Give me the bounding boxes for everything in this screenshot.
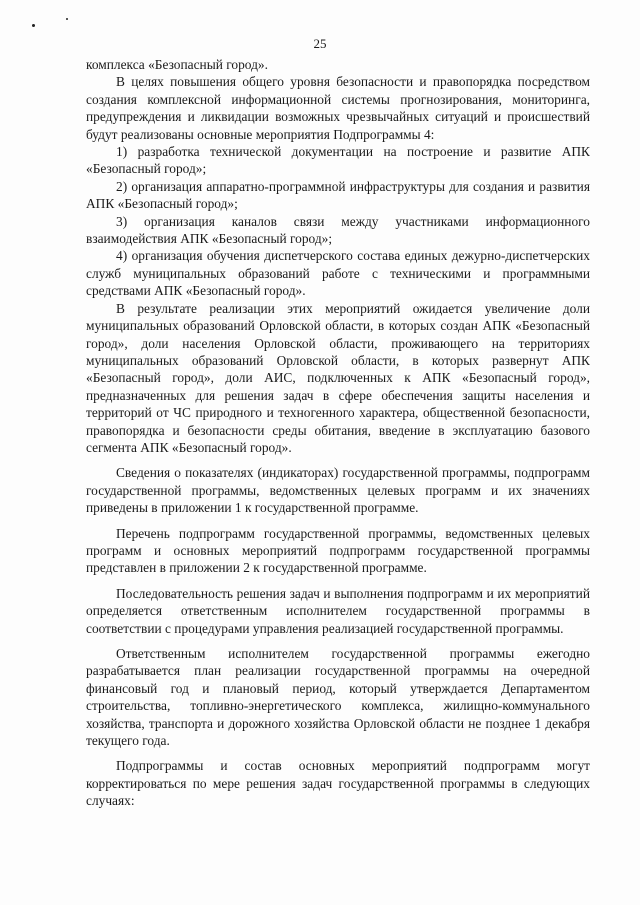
list-item: 3) организация каналов связи между участниками информационного взаимодействия АПК «Безопасный город»; <box>86 213 590 247</box>
paragraph: комплекса «Безопасный город». <box>86 57 268 72</box>
document-body <box>86 56 590 810</box>
paragraph: В результате реализации этих мероприятий ожидается увеличение доли муниципальных образований Орловской области, в которых создан АПК «Безопасный город», доли населения Орловской области, проживающего на территориях муниципальных образований Орловской области, в которых развернут АПК «Безопасный город», доли АИС, подключенных к АПК «Безопасный город», предназначенных для решения задач в сфере обеспечения защиты населения и территорий от ЧС природного и техногенного характера, общественной безопасности, правопорядка и безопасности среды обитания, введение в эксплуатацию базового сегмента АПК «Безопасный город». <box>86 300 590 455</box>
list-item: 1) разработка технической документации на построение и развитие АПК «Безопасный город»; <box>86 144 590 177</box>
scan-speck <box>32 24 35 27</box>
paragraph: В целях повышения общего уровня безопасности и правопорядка посредством создания комплексной информационной системы прогнозирования, мониторинга, предупреждения и ликвидации возможных чрезвычайных ситуаций и происшествий будут реализованы основные мероприятия Подпрограммы 4: <box>86 74 590 142</box>
scan-speck <box>66 18 68 20</box>
list-item: 2) организация аппаратно-программной инфраструктуры для создания и развития АПК «Безопасный город»; <box>86 178 590 212</box>
paragraph: Подпрограммы и состав основных мероприятий подпрограмм могут корректироваться по мере решения задач государственной программы в следующих случаях: <box>86 758 590 809</box>
paragraph: Последовательность решения задач и выполнения подпрограмм и их мероприятий определяется ответственным исполнителем государственной программы в соответствии с процедурами управления реализацией государственной программы. <box>86 585 590 636</box>
list-item: 4) организация обучения диспетчерского состава единых дежурно-диспетчерских служб муниципальных образований работе с техническими и программными средствами АПК «Безопасный город». <box>86 248 590 299</box>
paragraph: Сведения о показателях (индикаторах) государственной программы, подпрограмм государственной программы, ведомственных целевых программ и их значениях приведены в приложении 1 к государственной программе. <box>86 465 590 516</box>
page-number: 25 <box>313 36 327 51</box>
paragraph: Ответственным исполнителем государственной программы ежегодно разрабатывается план реализации государственной программы на очередной финансовый год и плановый период, который утверждается Департаментом строительства, топливно-энергетического комплекса, жилищно-коммунального хозяйства, транспорта и дорожного хозяйства Орловской области не позднее 1 декабря текущего года. <box>86 646 590 749</box>
paragraph: Перечень подпрограмм государственной программы, ведомственных целевых программ и основных мероприятий подпрограмм государственной программы представлен в приложении 2 к государственной программе. <box>86 525 590 576</box>
